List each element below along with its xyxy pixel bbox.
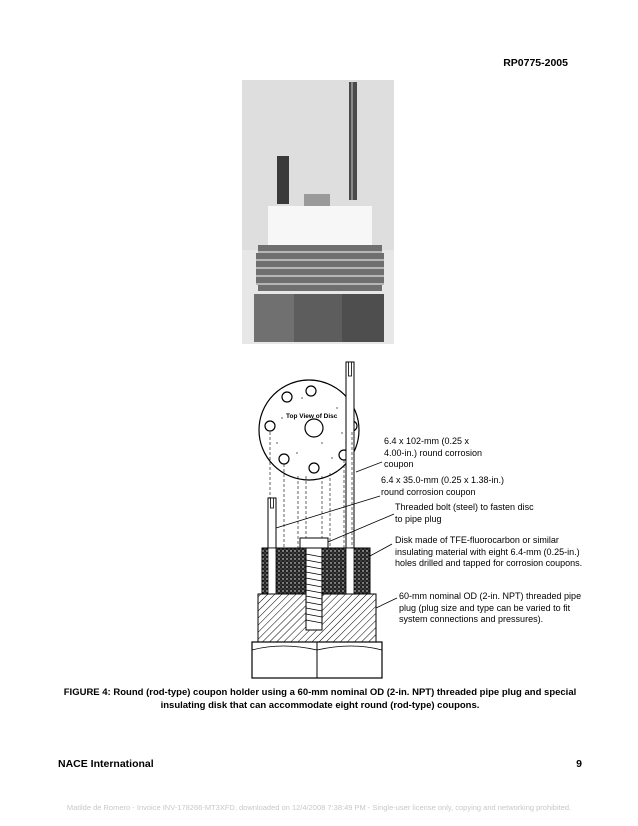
figure-caption: FIGURE 4: Round (rod-type) coupon holder using a 60-mm nominal OD (2-in. NPT) threaded pipe plug and special insulating disk that can accommodate eight round (rod-type) coupons. bbox=[63, 687, 577, 711]
license-watermark: Matilde de Romero - Invoice INV-178266-MT3XFD, downloaded on 12/4/2008 7:38:49 PM - Single-user license only, copying and networking prohibited. bbox=[66, 803, 572, 812]
callout-pipe-plug: 60-mm nominal OD (2-in. NPT) threaded pipe plug (plug size and type can be varied to fit system connections and pressures). bbox=[399, 591, 582, 624]
callout-threaded-bolt: Threaded bolt (steel) to fasten disc to pipe plug bbox=[395, 502, 534, 524]
document-id: RP0775-2005 bbox=[503, 57, 568, 69]
callout-long-coupon: 6.4 x 102-mm (0.25 x 4.00-in.) round corrosion coupon bbox=[384, 436, 483, 469]
footer-publisher: NACE International bbox=[58, 758, 154, 770]
callout-short-coupon: 6.4 x 35.0-mm (0.25 x 1.38-in.) round corrosion coupon bbox=[381, 475, 505, 497]
coupon-holder-photo bbox=[242, 80, 394, 344]
disc-label: Top View of Disc bbox=[286, 413, 338, 420]
page-number: 9 bbox=[576, 758, 582, 770]
callout-insulating-disk: Disk made of TFE-fluorocarbon or similar insulating material with eight 6.4-mm (0.25-in.) holes drilled and tapped for corrosion coupons. bbox=[395, 535, 583, 568]
